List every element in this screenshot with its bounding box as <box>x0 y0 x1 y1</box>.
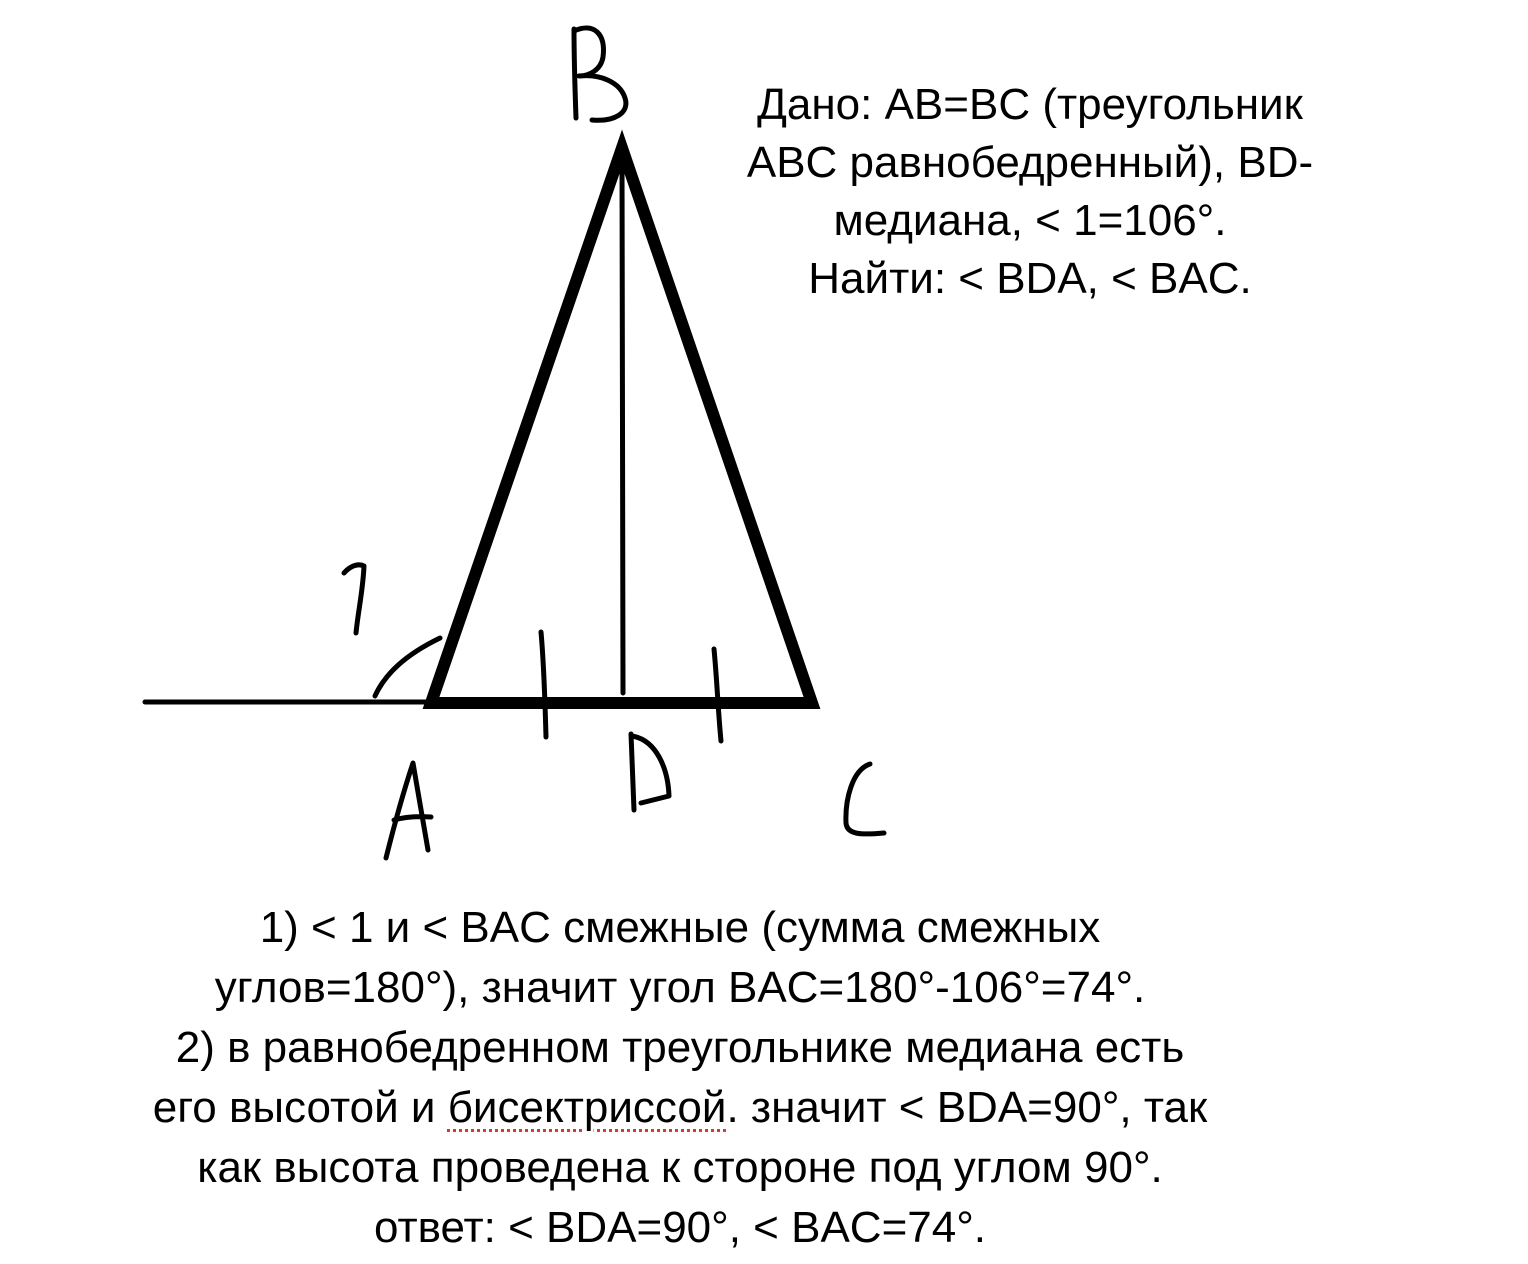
given-line: Дано: AB=BC (треугольник <box>757 80 1303 129</box>
tick-mark-dc <box>714 649 721 741</box>
solution-line: 2) в равнобедренном треугольнике медиана есть <box>175 1023 1185 1072</box>
given-line: ABC равнобедренный), BD- <box>746 138 1314 187</box>
label-vertex-c <box>846 764 884 834</box>
label-vertex-a <box>386 763 431 858</box>
solution-line: 1) < 1 и < BAC смежные (сумма смежных <box>259 903 1101 952</box>
label-vertex-d <box>631 734 669 810</box>
given-line: медиана, < 1=106°. <box>833 196 1227 245</box>
solution-line <box>20 1078 1340 1138</box>
misspelled-word[interactable]: бисектриссой <box>447 1083 727 1132</box>
answer-line: ответ: < BDA=90°, < BAC=74°. <box>373 1203 987 1252</box>
given-block <box>700 76 1360 308</box>
solution-text: его высотой и <box>152 1083 448 1132</box>
given-line: Найти: < BDA, < BAC. <box>808 254 1252 303</box>
solution-text: . значит < BDA=90°, так <box>726 1083 1208 1132</box>
solution-line: как высота проведена к стороне под углом 90°. <box>197 1143 1163 1192</box>
tick-mark-ad <box>541 632 546 737</box>
label-angle-1 <box>344 565 364 633</box>
solution-block <box>20 898 1340 1258</box>
solution-line: углов=180°), значит угол BAC=180°-106°=74°. <box>214 963 1146 1012</box>
median-bd <box>622 160 623 693</box>
label-vertex-b <box>574 28 626 120</box>
